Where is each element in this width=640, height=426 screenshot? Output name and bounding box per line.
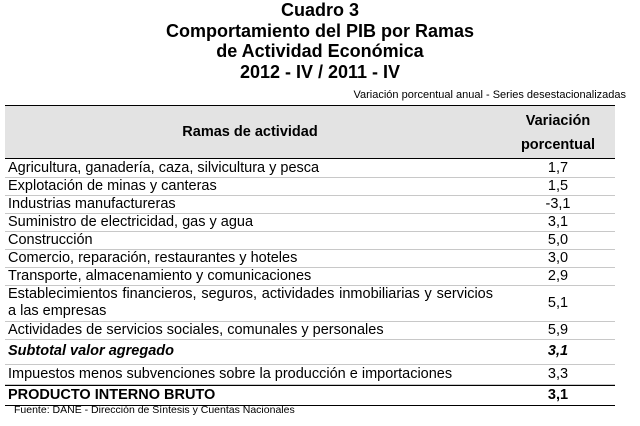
taxes-label: Impuestos menos subvenciones sobre la producción e importaciones [8,366,453,382]
row-value: -3,1 [545,196,571,212]
table-row [5,268,615,286]
row-label: Comercio, reparación, restaurantes y hoteles [8,250,298,266]
row-label: Transporte, almacenamiento y comunicaciones [8,268,312,284]
row-value: 3,0 [547,250,569,266]
table-period: 2012 - IV / 2011 - IV [239,62,401,82]
taxes-row [5,365,615,385]
table-row [5,178,615,196]
total-label: PRODUCTO INTERNO BRUTO [8,387,216,403]
subtotal-row [5,340,615,365]
table-row [5,214,615,232]
row-value: 2,9 [547,268,569,284]
subtotal-value: 3,1 [547,343,569,359]
table-title-number: Cuadro 3 [280,0,359,20]
taxes-value: 3,3 [547,366,569,382]
table-row [5,250,615,268]
table-subtitle: Variación porcentual anual - Series desestacionalizadas [353,89,626,101]
table-row [5,322,615,340]
row-label: Suministro de electricidad, gas y agua [8,214,254,230]
table-header [5,105,615,159]
column-header-variation-line1: Variación [525,113,591,129]
row-value: 1,7 [547,160,569,176]
column-header-variation [503,109,613,157]
table-row [5,232,615,250]
row-label: Establecimientos financieros, seguros, actividades inmobiliarias y servicios a las empresas [8,286,493,319]
row-label: Industrias manufactureras [8,196,176,212]
column-header-variation-line2: porcentual [520,137,596,153]
table-title-continued: de Actividad Económica [216,41,424,61]
row-value: 5,9 [547,322,569,338]
subtotal-label: Subtotal valor agregado [8,343,174,359]
row-label: Explotación de minas y canteras [8,178,217,194]
total-value: 3,1 [547,387,569,403]
row-value: 1,5 [547,178,569,194]
table-body [5,160,615,406]
table-row [5,286,615,322]
total-row [5,385,615,406]
table-row [5,196,615,214]
row-label: Construcción [8,232,93,248]
column-header-activity: Ramas de actividad [182,124,318,140]
source-note: Fuente: DANE - Dirección de Síntesis y Cuentas Nacionales [14,404,295,416]
row-label: Agricultura, ganadería, caza, silvicultura y pesca [8,160,320,176]
row-value: 5,1 [547,295,569,311]
table-row [5,160,615,178]
row-value: 3,1 [547,214,569,230]
row-value: 5,0 [547,232,569,248]
row-label: Actividades de servicios sociales, comunales y personales [8,322,384,338]
table-title: Comportamiento del PIB por Ramas [165,21,475,41]
